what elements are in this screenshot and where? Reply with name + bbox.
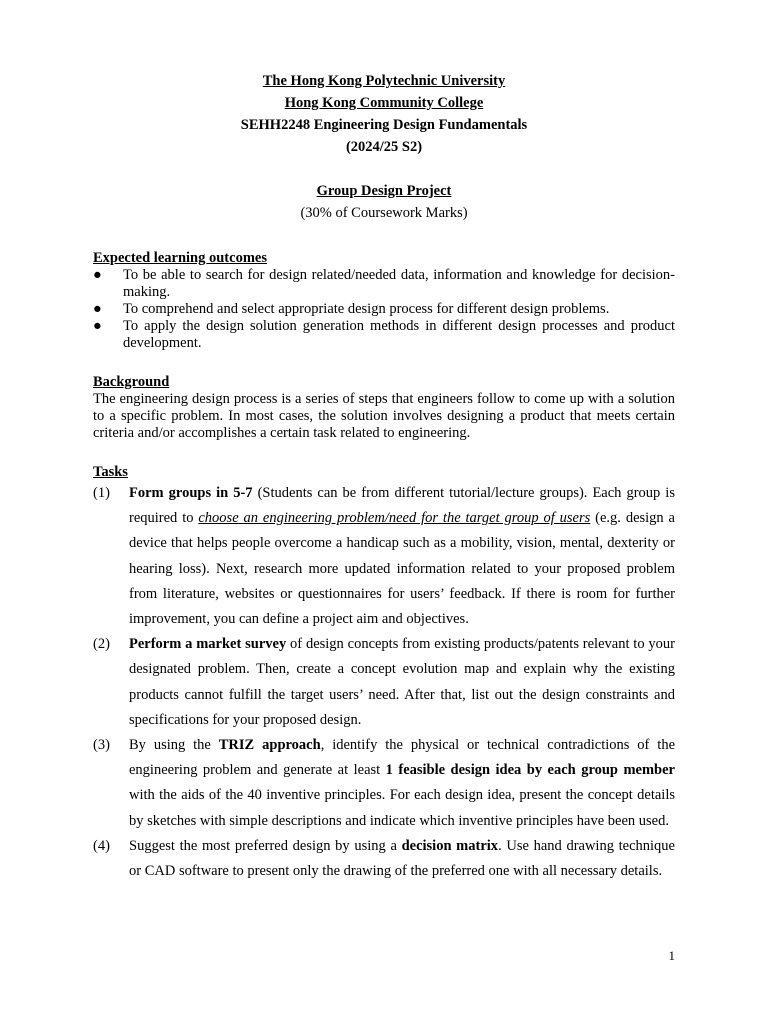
bullet-icon: ● (93, 267, 102, 283)
marks-weight: (30% of Coursework Marks) (300, 205, 468, 221)
outcomes-section (93, 250, 675, 352)
emphasized-requirement: choose an engineering problem/need for the target group of users (198, 510, 591, 527)
outcomes-heading: Expected learning outcomes (93, 250, 267, 266)
bullet-icon: ● (93, 301, 102, 317)
college-name: Hong Kong Community College (284, 95, 484, 111)
task-item-1: (1) Form groups in 5-7 (Students can be from different tutorial/lecture groups). Each group is required to choose an engineering problem/need for the target group of users (e.g. design a device that helps people overcome a handicap such as a mobility, vision, mental, dexterity or hearing loss). Next, research more updated information related to your proposed problem from literature, websites or questionnaires for users’ feedback. If there is room for further improvement, you can define a project aim and objectives. (93, 481, 675, 632)
project-title: Group Design Project (316, 183, 452, 199)
background-heading: Background (93, 374, 170, 390)
university-name: The Hong Kong Polytechnic University (262, 73, 506, 89)
page-number: 1 (668, 948, 675, 963)
outcomes-list (93, 267, 675, 352)
list-item: ● To apply the design solution generation methods in different design processes and product development. (93, 318, 675, 351)
list-item: ● To comprehend and select appropriate design process for different design problems. (93, 301, 610, 317)
document-header (93, 70, 675, 224)
bullet-icon: ● (93, 318, 102, 334)
task-item-2: (2) Perform a market survey of design concepts from existing products/patents relevant to your designated problem. Then, create a concept evolution map and explain why the existing products cannot fulfill the target users’ need. After that, list out the design constraints and specifications for your proposed design. (93, 632, 675, 733)
task-number: (3) (93, 737, 110, 754)
task-number: (4) (93, 837, 110, 854)
term-label: (2024/25 S2) (345, 139, 423, 155)
tasks-section (93, 464, 675, 884)
course-title: SEHH2248 Engineering Design Fundamentals (240, 117, 528, 133)
tasks-heading: Tasks (93, 464, 128, 480)
background-text: The engineering design process is a series of steps that engineers follow to come up with a solution to a specific problem. In most cases, the solution involves designing a product that meets certain criteria and/or accomplishes a certain task related to engineering. (93, 391, 675, 441)
task-number: (1) (93, 485, 110, 501)
tasks-list (93, 481, 675, 884)
background-section (93, 374, 675, 442)
list-item: ● To be able to search for design related/needed data, information and knowledge for decision-making. (93, 267, 675, 300)
task-number: (2) (93, 636, 110, 653)
task-item-4: (4) Suggest the most preferred design by using a decision matrix. Use hand drawing technique or CAD software to present only the drawing of the preferred one with all necessary details. (93, 834, 675, 884)
task-item-3: (3) By using the TRIZ approach, identify the physical or technical contradictions of the engineering problem and generate at least 1 feasible design idea by each group member with the aids of the 40 inventive principles. For each design idea, present the concept details by sketches with simple descriptions and indicate which inventive principles have been used. (93, 733, 675, 834)
